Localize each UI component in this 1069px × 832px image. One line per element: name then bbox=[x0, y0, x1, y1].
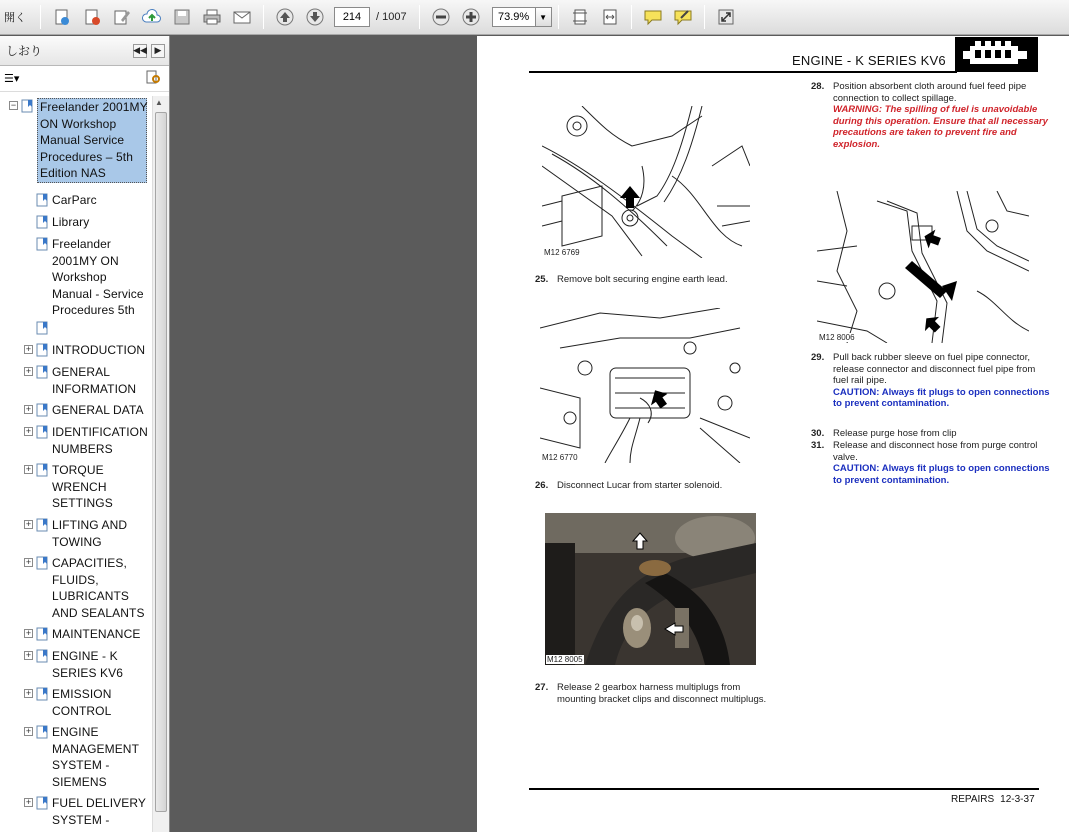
bookmark-label-line bbox=[52, 320, 147, 337]
bookmark-label-line: MANAGEMENT bbox=[52, 741, 140, 756]
step-number: 30. bbox=[811, 428, 825, 439]
page-header-title: ENGINE - K SERIES KV6 bbox=[792, 53, 946, 68]
bookmark-label-line: INTRODUCTION bbox=[52, 343, 146, 357]
bookmark-label-line: ENGINE bbox=[52, 725, 99, 739]
expand-icon[interactable]: + bbox=[25, 426, 32, 436]
fit-page-icon[interactable] bbox=[569, 6, 591, 28]
page-number-input[interactable]: 214 bbox=[334, 7, 370, 27]
bookmark-item[interactable] bbox=[24, 686, 147, 719]
bookmark-item[interactable] bbox=[24, 192, 147, 209]
figure-id: M12 6770 bbox=[542, 453, 578, 462]
expand-icon[interactable]: + bbox=[25, 797, 32, 807]
save-icon[interactable] bbox=[171, 6, 193, 28]
bookmark-icon bbox=[36, 425, 48, 439]
expand-icon[interactable]: + bbox=[25, 650, 32, 660]
bookmark-icon bbox=[36, 796, 48, 810]
bookmark-label-line: SETTINGS bbox=[52, 496, 113, 510]
bookmark-label bbox=[37, 98, 147, 183]
pdf-page bbox=[477, 36, 1069, 832]
main-toolbar bbox=[0, 0, 1069, 35]
bookmarks-tree bbox=[0, 96, 152, 832]
scroll-up-icon[interactable]: ▲ bbox=[155, 98, 163, 107]
step-text: Release purge hose from clip bbox=[833, 428, 957, 439]
bookmark-icon bbox=[36, 193, 48, 207]
expand-icon[interactable]: + bbox=[25, 688, 32, 698]
bookmark-item[interactable] bbox=[24, 402, 147, 419]
bookmark-label-line: TOWING bbox=[52, 534, 102, 549]
step-27 bbox=[535, 682, 775, 705]
step-number: 26. bbox=[535, 480, 549, 491]
expand-icon[interactable]: + bbox=[25, 344, 32, 354]
step-text: Remove bolt securing engine earth lead. bbox=[557, 274, 728, 285]
expand-icon[interactable]: + bbox=[25, 557, 32, 567]
step-number: 31. bbox=[811, 440, 825, 451]
bookmark-icon bbox=[36, 649, 48, 663]
figure-id: M12 6769 bbox=[544, 248, 580, 257]
figure-starter-solenoid bbox=[540, 308, 750, 463]
step-31 bbox=[811, 440, 1051, 486]
bookmark-label-line: Manual - Service bbox=[52, 286, 144, 301]
step-text: Disconnect Lucar from starter solenoid. bbox=[557, 480, 723, 491]
options-menu-icon[interactable]: ☰▾ bbox=[4, 73, 20, 85]
bookmark-label-line: SYSTEM - bbox=[52, 758, 110, 772]
zoom-dropdown-button[interactable] bbox=[536, 7, 552, 27]
scrollbar-thumb[interactable] bbox=[155, 112, 167, 812]
bookmark-item[interactable] bbox=[24, 342, 147, 359]
bookmark-label bbox=[52, 555, 147, 621]
bookmark-label-line: Library bbox=[52, 215, 90, 229]
chevron-down-icon: ▼ bbox=[539, 12, 548, 22]
bookmark-icon bbox=[21, 99, 33, 113]
bookmark-item[interactable] bbox=[24, 795, 147, 828]
figure-id: M12 8005 bbox=[547, 655, 583, 664]
bookmark-label-line: Freelander bbox=[52, 237, 112, 251]
bookmark-label-line: Workshop bbox=[52, 270, 107, 284]
open-button[interactable] bbox=[4, 9, 34, 25]
bookmark-label-line: CarParc bbox=[52, 193, 97, 207]
bookmark-label bbox=[52, 517, 147, 550]
step-29 bbox=[811, 352, 1051, 410]
export-pdf-icon[interactable] bbox=[81, 6, 103, 28]
expand-icon[interactable]: + bbox=[25, 519, 32, 529]
bookmark-icon bbox=[36, 237, 48, 251]
bookmark-label bbox=[52, 342, 147, 359]
upload-cloud-icon[interactable] bbox=[141, 6, 163, 28]
expand-icon[interactable] bbox=[24, 320, 33, 337]
next-page-icon[interactable] bbox=[304, 6, 326, 28]
bookmarks-title: しおり bbox=[6, 44, 43, 58]
footer-rule bbox=[529, 788, 1039, 790]
bookmark-label-line: ENGINE - K bbox=[52, 649, 118, 663]
bookmark-icon bbox=[36, 463, 48, 477]
bookmark-label-line: EMISSION bbox=[52, 687, 112, 701]
find-bookmark-icon[interactable] bbox=[145, 69, 161, 88]
bookmark-label-line: AND SEALANTS bbox=[52, 605, 145, 620]
step-number: 29. bbox=[811, 352, 825, 363]
bookmark-label bbox=[52, 236, 147, 319]
bookmark-icon bbox=[36, 365, 48, 379]
bookmark-item[interactable] bbox=[24, 424, 147, 457]
page-total-label: / 1007 bbox=[376, 11, 407, 23]
bookmark-icon bbox=[36, 321, 48, 335]
step-26 bbox=[535, 480, 795, 492]
bookmark-label-line: CAPACITIES, bbox=[52, 556, 127, 570]
email-icon[interactable] bbox=[231, 6, 253, 28]
bookmarks-tools bbox=[0, 66, 169, 92]
bookmark-item[interactable] bbox=[24, 555, 147, 621]
expand-icon[interactable]: + bbox=[25, 464, 32, 474]
highlight-icon[interactable] bbox=[672, 6, 694, 28]
bookmark-label-line: GENERAL DATA bbox=[52, 403, 144, 417]
step-number: 27. bbox=[535, 682, 549, 693]
bookmark-icon bbox=[36, 343, 48, 357]
bookmark-label-line: Edition NAS bbox=[40, 166, 106, 180]
bookmark-item[interactable] bbox=[24, 462, 147, 512]
step-30 bbox=[811, 428, 1051, 440]
print-icon[interactable] bbox=[201, 6, 223, 28]
bookmark-label bbox=[52, 192, 147, 209]
fit-width-icon[interactable] bbox=[599, 6, 621, 28]
bookmark-label-line: TORQUE bbox=[52, 463, 104, 477]
engine-section-icon bbox=[955, 37, 1038, 72]
bookmark-label bbox=[52, 462, 147, 512]
toolbar-separator bbox=[631, 5, 632, 29]
full-screen-icon[interactable] bbox=[715, 6, 737, 28]
bookmark-label-line: 2001MY ON bbox=[52, 253, 119, 268]
expand-icon[interactable] bbox=[24, 236, 33, 319]
bookmark-label bbox=[52, 214, 147, 231]
figure-id: M12 8006 bbox=[819, 333, 855, 342]
bookmarks-panel bbox=[0, 36, 170, 832]
caution-text: CAUTION: Always fit plugs to open connections to prevent contamination. bbox=[833, 463, 1050, 486]
create-pdf-icon[interactable] bbox=[51, 6, 73, 28]
expand-panel-button[interactable]: ▶ bbox=[151, 44, 165, 58]
header-rule bbox=[529, 71, 957, 73]
bookmark-icon bbox=[36, 725, 48, 739]
bookmark-label-line: Procedures – 5th bbox=[40, 149, 133, 164]
bookmark-label-line: MAINTENANCE bbox=[52, 627, 141, 641]
bookmark-label bbox=[52, 795, 147, 828]
toolbar-separator bbox=[558, 5, 559, 29]
collapse-panel-button[interactable]: ◀◀ bbox=[133, 44, 147, 58]
bookmarks-header bbox=[0, 36, 169, 66]
bookmark-icon bbox=[36, 518, 48, 532]
bookmark-label bbox=[52, 724, 147, 790]
expand-icon[interactable]: + bbox=[25, 628, 32, 638]
bookmark-item[interactable] bbox=[24, 648, 147, 681]
step-text: Release 2 gearbox harness multiplugs from mounting bracket clips and disconnect multiplugs. bbox=[557, 682, 767, 705]
bookmark-label bbox=[52, 626, 147, 643]
edit-pdf-icon[interactable] bbox=[111, 6, 133, 28]
bookmark-label-line: CONTROL bbox=[52, 703, 112, 718]
toolbar-separator bbox=[40, 5, 41, 29]
bookmark-label-line: LUBRICANTS bbox=[52, 589, 130, 603]
bookmark-label bbox=[52, 686, 147, 719]
bookmark-label-line: Manual Service bbox=[40, 133, 125, 147]
step-number: 28. bbox=[811, 81, 825, 92]
previous-page-icon[interactable] bbox=[274, 6, 296, 28]
step-text: Position absorbent cloth around fuel feed pipe connection to collect spillage. bbox=[833, 81, 1027, 104]
step-text: Pull back rubber sleeve on fuel pipe connector, release connector and disconnect fuel pipe from fuel rail pipe. bbox=[833, 352, 1036, 386]
bookmark-label-line: IDENTIFICATION bbox=[52, 425, 148, 439]
figure-fuel-pipe-connector bbox=[817, 191, 1029, 343]
bookmark-item[interactable] bbox=[24, 214, 147, 231]
bookmarks-scrollbar[interactable] bbox=[152, 96, 169, 832]
zoom-level-input[interactable]: 73.9% bbox=[492, 7, 536, 27]
step-number: 25. bbox=[535, 274, 549, 285]
figure-engine-earth-lead bbox=[542, 106, 750, 258]
bookmark-icon bbox=[36, 627, 48, 641]
expand-icon[interactable]: + bbox=[25, 366, 32, 376]
bookmark-icon bbox=[36, 403, 48, 417]
figure-gearbox-harness-photo bbox=[545, 513, 756, 665]
step-28 bbox=[811, 81, 1051, 150]
footer-page-number: 12-3-37 bbox=[1000, 794, 1035, 805]
bookmark-label-line: NUMBERS bbox=[52, 441, 113, 456]
bookmark-item[interactable] bbox=[24, 724, 147, 790]
bookmark-label-line: INFORMATION bbox=[52, 381, 137, 396]
bookmark-label-line: FLUIDS, bbox=[52, 572, 99, 587]
collapse-icon[interactable]: − bbox=[10, 100, 17, 110]
toolbar-separator bbox=[263, 5, 264, 29]
bookmark-label-line: LIFTING AND bbox=[52, 518, 128, 532]
footer-section: REPAIRS bbox=[951, 794, 995, 805]
bookmark-label bbox=[52, 402, 147, 419]
open-label: 開く bbox=[4, 12, 26, 24]
zoom-in-icon[interactable] bbox=[460, 6, 482, 28]
bookmark-label bbox=[52, 320, 147, 337]
bookmark-item[interactable] bbox=[24, 320, 147, 337]
bookmark-item[interactable] bbox=[24, 626, 147, 643]
bookmark-label-line: SYSTEM - bbox=[52, 812, 110, 827]
bookmark-label-line: Procedures 5th bbox=[52, 303, 135, 317]
toolbar-separator bbox=[704, 5, 705, 29]
bookmark-item[interactable] bbox=[24, 236, 147, 319]
bookmark-label-line: ON Workshop bbox=[40, 116, 117, 131]
bookmark-item[interactable] bbox=[24, 364, 147, 397]
expand-icon[interactable]: + bbox=[25, 404, 32, 414]
expand-icon[interactable]: + bbox=[25, 726, 32, 736]
step-25 bbox=[535, 274, 795, 286]
bookmark-label bbox=[52, 424, 147, 457]
bookmark-label-line: GENERAL bbox=[52, 365, 111, 379]
bookmark-label-line: FUEL DELIVERY bbox=[52, 796, 147, 810]
warning-text: WARNING: The spilling of fuel is unavoidable during this operation. Ensure that all necessary precautions are taken to prevent fire and explosion. bbox=[833, 104, 1048, 150]
zoom-out-icon[interactable] bbox=[430, 6, 452, 28]
bookmark-icon bbox=[36, 556, 48, 570]
bookmark-icon bbox=[36, 687, 48, 701]
bookmark-label bbox=[52, 364, 147, 397]
bookmark-item[interactable] bbox=[9, 98, 147, 183]
bookmark-item[interactable] bbox=[24, 517, 147, 550]
bookmark-icon bbox=[36, 215, 48, 229]
bookmark-label-line: SERIES KV6 bbox=[52, 665, 124, 680]
expand-icon[interactable] bbox=[24, 192, 33, 209]
expand-icon[interactable] bbox=[24, 214, 33, 231]
bookmark-label-line: SIEMENS bbox=[52, 774, 107, 789]
toolbar-separator bbox=[419, 5, 420, 29]
step-text: Release and disconnect hose from purge control valve. bbox=[833, 440, 1038, 463]
bookmark-label-line: WRENCH bbox=[52, 479, 107, 494]
bookmark-label-line: Freelander 2001MY bbox=[40, 100, 148, 114]
bookmark-label bbox=[52, 648, 147, 681]
comment-icon[interactable] bbox=[642, 6, 664, 28]
caution-text: CAUTION: Always fit plugs to open connections to prevent contamination. bbox=[833, 386, 1050, 409]
page-footer bbox=[951, 794, 1035, 805]
